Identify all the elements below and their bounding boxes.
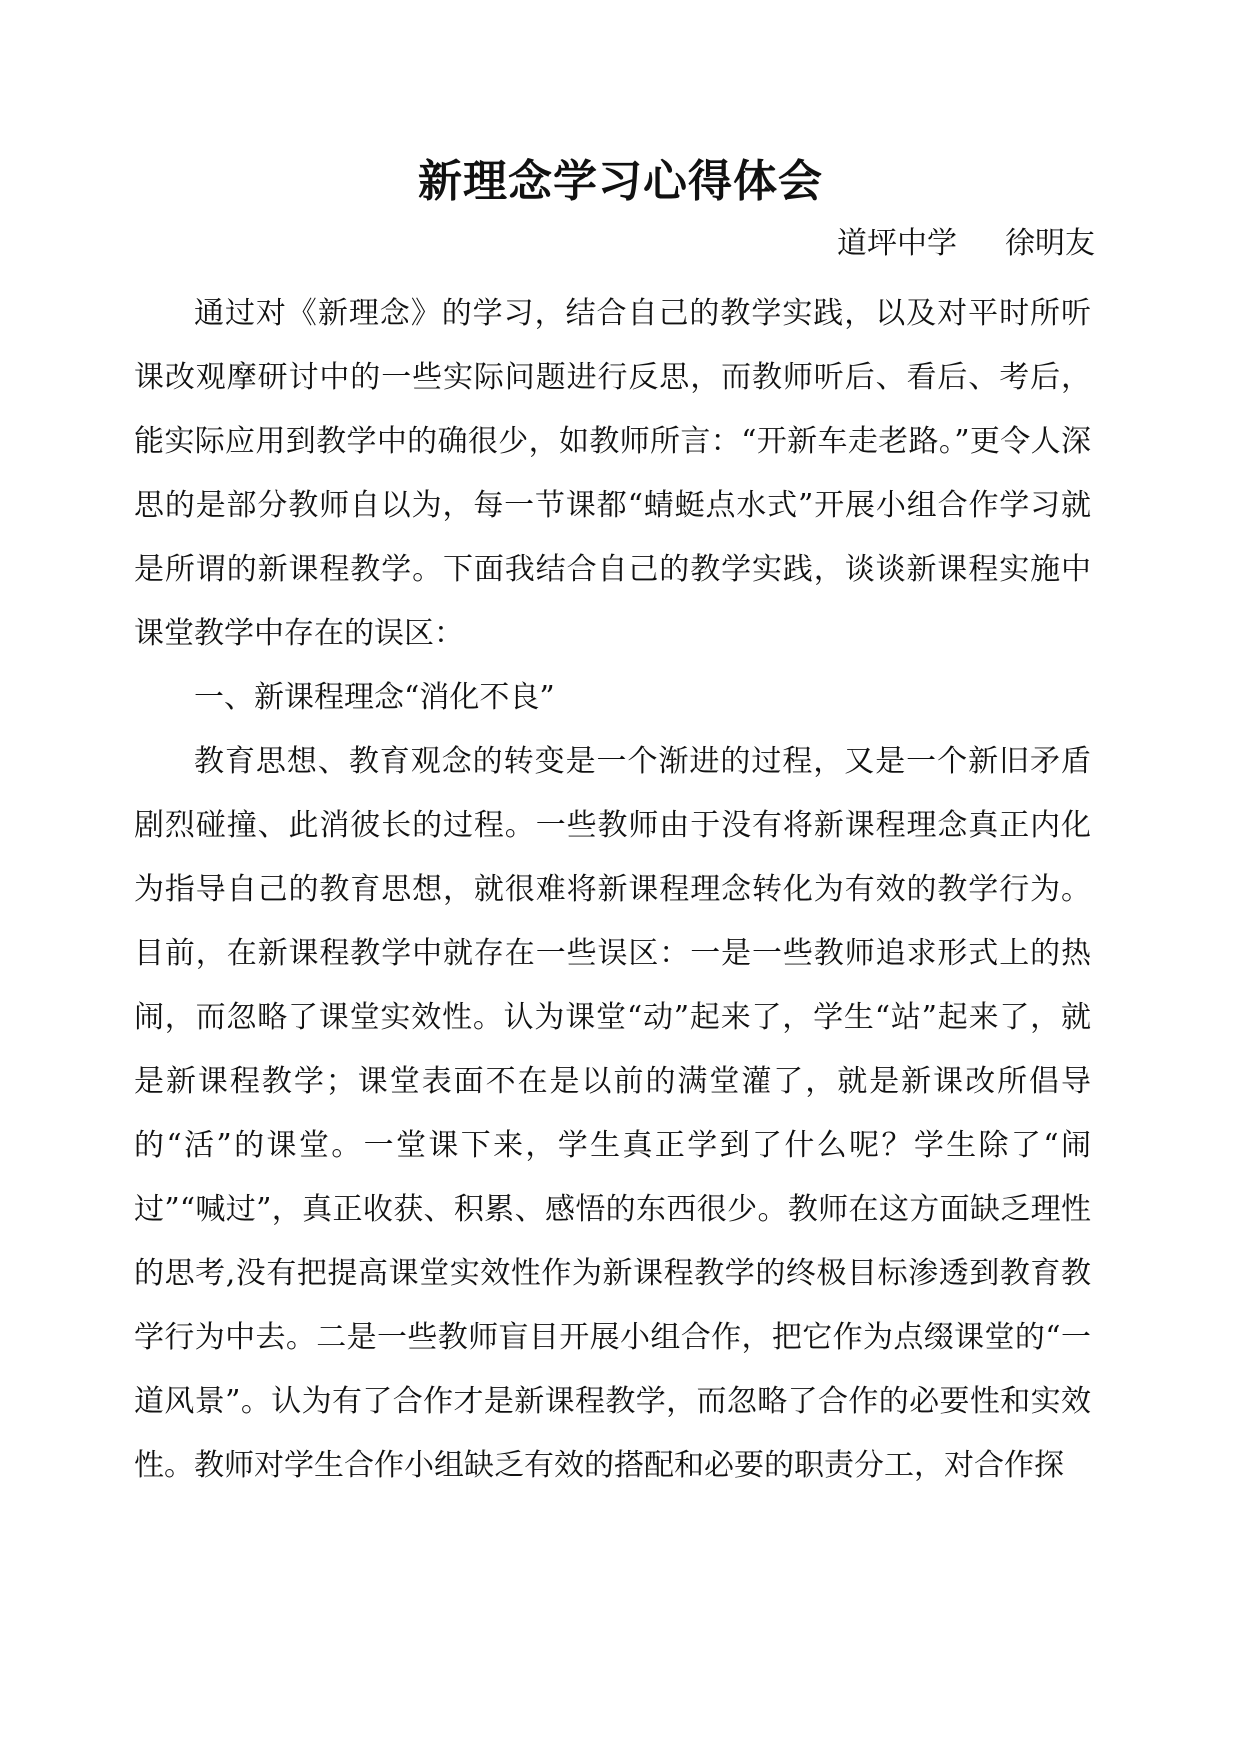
author-name: 徐明友 [1005, 226, 1095, 261]
body-paragraph: 教育思想、教育观念的转变是一个渐进的过程，又是一个新旧矛盾剧烈碰撞、此消彼长的过程。一些教师由于没有将新课程理念真正内化为指导自己的教育思想，就很难将新课程理念转化为有效的教学行为。目前，在新课程教学中就存在一些误区：一是一些教师追求形式上的热闹，而忽略了课堂实效性。认为课堂“动”起来了，学生“站”起来了，就是新课程教学；课堂表面不在是以前的满堂灌了，就是新课改所倡导的“活”的课堂。一堂课下来，学生真正学到了什么呢？学生除了“闹过”“喊过”，真正收获、积累、感悟的东西很少。教师在这方面缺乏理性的思考,没有把提高课堂实效性作为新课程教学的终极目标渗透到教育教学行为中去。二是一些教师盲目开展小组合作，把它作为点缀课堂的“一道风景”。认为有了合作才是新课程教学，而忽略了合作的必要性和实效性。教师对学生合作小组缺乏有效的搭配和必要的职责分工，对合作探 [134, 744, 1091, 1483]
document-title: 新理念学习心得体会 [418, 156, 823, 207]
section-heading: 一、新课程理念“消化不良” [194, 680, 555, 715]
document-body [134, 282, 1091, 1498]
intro-paragraph: 通过对《新理念》的学习，结合自己的教学实践，以及对平时所听课改观摩研讨中的一些实际问题进行反思，而教师听后、看后、考后，能实际应用到教学中的确很少，如教师所言：“开新车走老路。”更令人深思的是部分教师自以为，每一节课都“蜻蜓点水式”开展小组合作学习就是所谓的新课程教学。下面我结合自己的教学实践，谈谈新课程实施中课堂教学中存在的误区： [134, 296, 1091, 651]
school-name: 道坪中学 [837, 226, 957, 261]
byline [837, 222, 1095, 266]
